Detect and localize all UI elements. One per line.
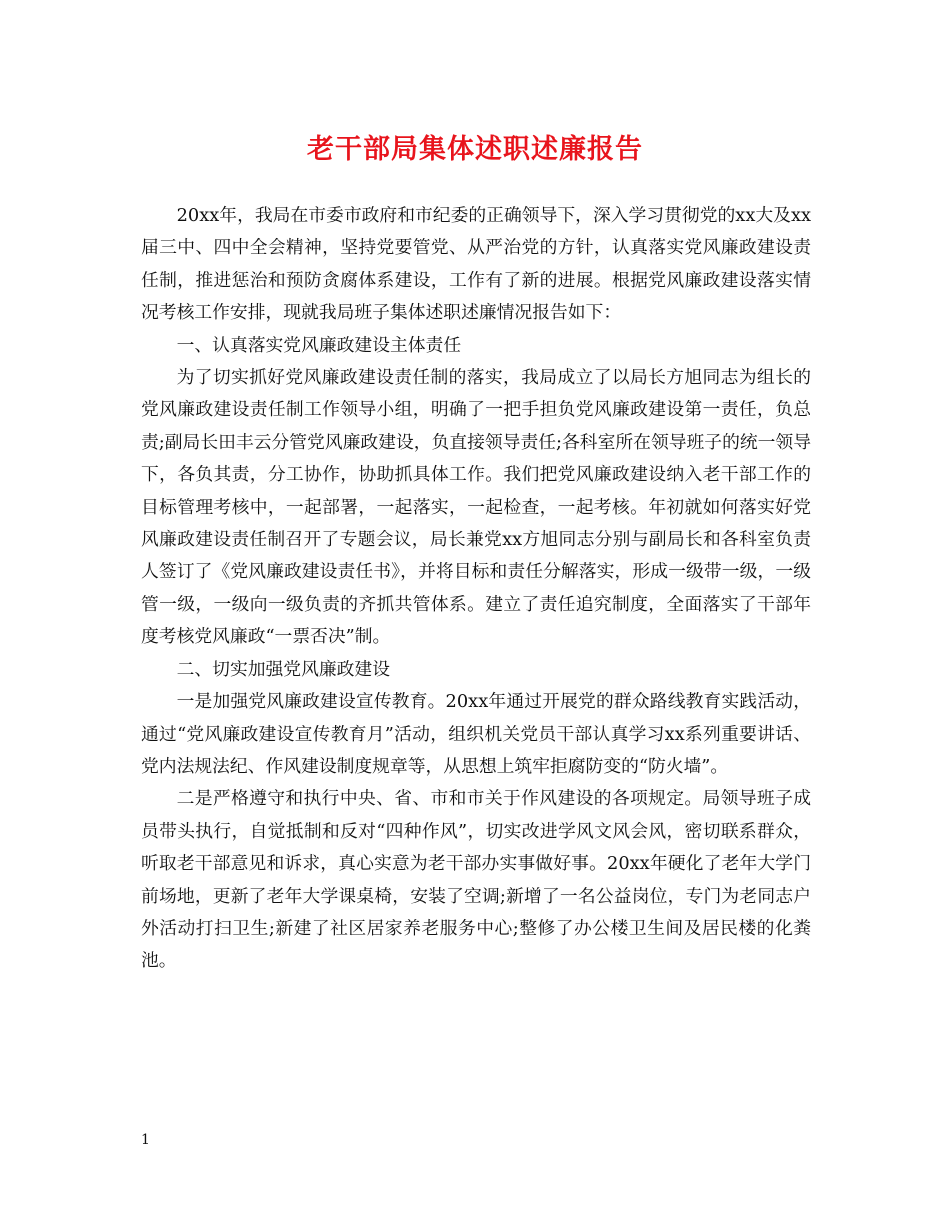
document-title: 老干部局集体述职述廉报告 — [307, 134, 643, 165]
section-heading-2: 二、切实加强党风廉政建设 — [176, 658, 390, 680]
paragraph-regulations: 二是严格遵守和执行中央、省、市和市关于作风建设的各项规定。局领导班子成员带头执行，自觉抵制和反对“四种作风”，切实改进学风文风会风，密切联系群众，听取老干部意见和诉求，真心实意为老干部办实事做好事。20xx年硬化了老年大学门前场地，更新了老年大学课桌椅，安装了空调;新增了一名公益岗位，专门为老同志户外活动打扫卫生;新建了社区居家养老服务中心;整修了办公楼卫生间及居民楼的化粪池。 — [141, 788, 811, 972]
page-number: 1 — [141, 1132, 150, 1148]
paragraph-education: 一是加强党风廉政建设宣传教育。20xx年通过开展党的群众路线教育实践活动，通过“党风廉政建设宣传教育月”活动，组织机关党员干部认真学习xx系列重要讲话、党内法规法纪、作风建设制度规章等，从思想上筑牢拒腐防变的“防火墙”。 — [141, 691, 811, 777]
paragraph-responsibility: 为了切实抓好党风廉政建设责任制的落实，我局成立了以局长方旭同志为组长的党风廉政建设责任制工作领导小组，明确了一把手担负党风廉政建设第一责任，负总责;副局长田丰云分管党风廉政建设，负直接领导责任;各科室所在领导班子的统一领导下，各负其责，分工协作，协助抓具体工作。我们把党风廉政建设纳入老干部工作的目标管理考核中，一起部署，一起落实，一起检查，一起考核。年初就如何落实好党风廉政建设责任制召开了专题会议，局长兼党xx方旭同志分别与副局长和各科室负责人签订了《党风廉政建设责任书》，并将目标和责任分解落实，形成一级带一级，一级管一级，一级向一级负责的齐抓共管体系。建立了责任追究制度，全面落实了干部年度考核党风廉政“一票否决”制。 — [141, 367, 811, 648]
document-body — [141, 200, 811, 978]
paragraph-intro: 20xx年，我局在市委市政府和市纪委的正确领导下，深入学习贯彻党的xx大及xx届三中、四中全会精神，坚持党要管党、从严治党的方针，认真落实党风廉政建设责任制，推进惩治和预防贪腐体系建设，工作有了新的进展。根据党风廉政建设落实情况考核工作安排，现就我局班子集体述职述廉情况报告如下： — [141, 205, 811, 324]
section-heading-1: 一、认真落实党风廉政建设主体责任 — [176, 334, 462, 356]
